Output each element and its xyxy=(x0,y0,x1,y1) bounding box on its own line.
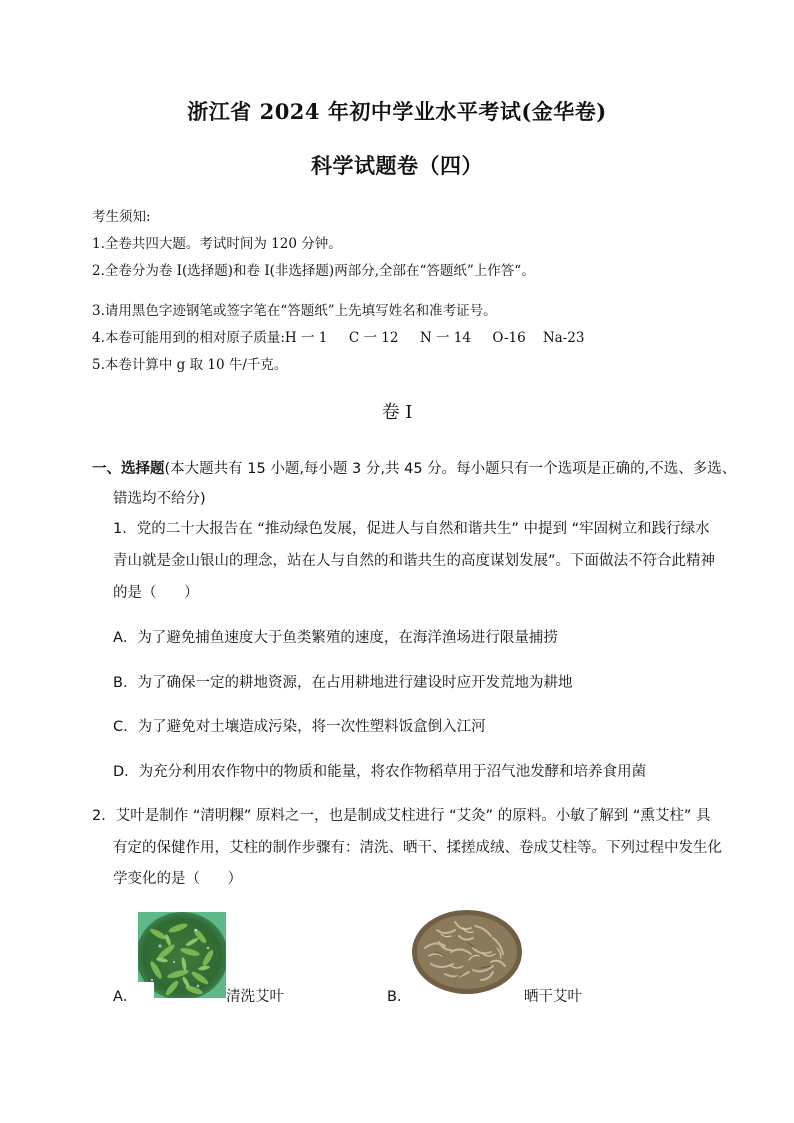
notice-item: 5.本卷计算中 g 取 10 牛/千克。 xyxy=(92,357,288,373)
question1-line: 1．党的二十大报告在 “推动绿色发展，促进人与自然和谐共生” 中提到 “牢固树立和践行绿水 xyxy=(113,521,710,537)
question2-line: 2．艾叶是制作 “清明粿” 原料之一，也是制成艾柱进行 “艾灸” 的原料。小敏了解到 “熏艾柱” 具 xyxy=(92,808,711,824)
exam-subtitle: 科学试题卷（四） xyxy=(311,153,483,178)
question2-option-a-caption: 清洗艾叶 xyxy=(226,989,284,1005)
question2-line: 学变化的是（ ） xyxy=(113,871,243,887)
question1-option-b: B．为了确保一定的耕地资源，在占用耕地进行建设时应开发荒地为耕地 xyxy=(113,675,573,691)
question2-line: 有定的保健作用，艾柱的制作步骤有：清洗、晒干、揉搓成绒、卷成艾柱等。下列过程中发生化 xyxy=(113,840,722,856)
question2-option-b-caption: 晒干艾叶 xyxy=(524,989,582,1005)
volume-label: 卷 I xyxy=(381,402,413,423)
notice-item: 3.请用黑色字迹钢笔或签字笔在“答题纸”上先填写姓名和准考证号。 xyxy=(92,303,497,319)
washing-leaves-photo xyxy=(138,912,226,998)
question1-line: 青山就是金山银山的理念，站在人与自然的和谐共生的高度谋划发展”。下面做法不符合此精神 xyxy=(113,553,716,569)
notice-item: 4.本卷可能用到的相对原子质量:H 一 1 C 一 12 N 一 14 O-16 Na-23 xyxy=(92,330,585,346)
question2-option-b-label: B． xyxy=(387,989,412,1005)
section-heading-rest: (本大题共有 15 小题,每小题 3 分,共 45 分。每小题只有一个选项是正确的,不选、多选、 xyxy=(164,461,737,477)
question2-option-a-label: A． xyxy=(113,989,138,1005)
question1-line: 的是（ ） xyxy=(113,585,199,601)
exam-title: 浙江省 2024 年初中学业水平考试(金华卷) xyxy=(187,99,607,124)
dried-leaves-photo xyxy=(411,908,524,996)
notice-item: 2.全卷分为卷 I(选择题)和卷 I(非选择题)两部分,全部在“答题纸”上作答“。 xyxy=(92,263,535,279)
question1-option-d: D．为充分利用农作物中的物质和能量，将农作物稻草用于沼气池发酵和培养食用菌 xyxy=(113,764,647,780)
notice-heading: 考生须知: xyxy=(92,209,151,225)
section-heading-bold: 一、选择题 xyxy=(92,461,165,477)
notice-item: 1.全卷共四大题。考试时间为 120 分钟。 xyxy=(92,236,342,252)
question1-option-a: A．为了避免捕鱼速度大于鱼类繁殖的速度，在海洋渔场进行限量捕捞 xyxy=(113,630,558,646)
section-heading-cont: 错选均不给分) xyxy=(113,491,206,507)
section-heading xyxy=(92,457,736,478)
question1-option-c: C．为了避免对土壤造成污染，将一次性塑料饭盒倒入江河 xyxy=(113,719,486,735)
